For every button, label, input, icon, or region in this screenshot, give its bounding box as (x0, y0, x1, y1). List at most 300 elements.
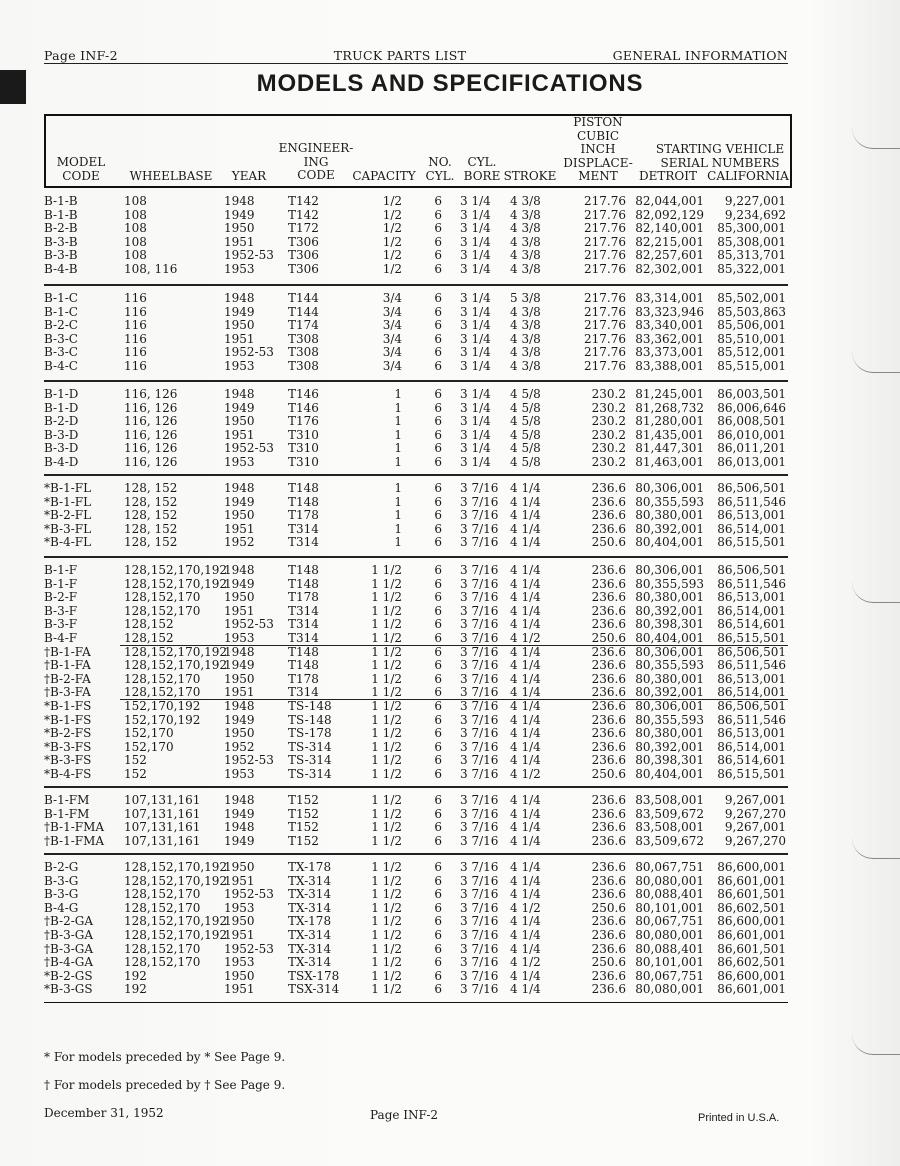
cell-detroit: 81,435,001 (635, 427, 704, 442)
cell-displacement: 236.6 (591, 739, 626, 754)
cell-capacity: 1 1/2 (371, 982, 402, 997)
cell-no-cyl: 6 (434, 521, 442, 536)
cell-model-code: †B-1-FA (44, 658, 91, 673)
cell-engineering-code: T172 (288, 221, 319, 236)
cell-model-code: B-1-D (44, 400, 79, 415)
cell-cyl-bore: 3 7/16 (460, 955, 499, 970)
cell-year: 1950 (224, 726, 255, 741)
cell-no-cyl: 6 (434, 726, 442, 741)
cell-stroke: 4 1/4 (510, 726, 541, 741)
cell-detroit: 81,268,732 (635, 400, 704, 415)
cell-detroit: 81,447,301 (635, 441, 704, 456)
cell-wheelbase: 128,152 (124, 617, 174, 632)
cell-no-cyl: 6 (434, 941, 442, 956)
cell-california: 86,515,501 (717, 535, 786, 550)
cell-year: 1953 (224, 767, 255, 781)
cell-california: 86,511,546 (717, 712, 786, 727)
header-title: TRUCK PARTS LIST (333, 48, 467, 63)
cell-engineering-code: T152 (288, 793, 319, 807)
cell-model-code: †B-3-FA (44, 685, 91, 700)
cell-detroit: 80,306,001 (635, 481, 704, 495)
cell-model-code: *B-3-GS (44, 982, 93, 997)
cell-detroit: 81,463,001 (635, 455, 704, 469)
cell-wheelbase: 116 (124, 318, 147, 333)
cell-capacity: 1 (394, 508, 402, 523)
group-separator (44, 474, 788, 476)
cell-capacity: 1 1/2 (371, 726, 402, 741)
cell-cyl-bore: 3 1/4 (460, 221, 491, 236)
cell-no-cyl: 6 (434, 982, 442, 997)
cell-no-cyl: 6 (434, 345, 442, 360)
cell-cyl-bore: 3 7/16 (460, 576, 499, 591)
cell-stroke: 4 1/4 (510, 928, 541, 942)
cell-displacement: 217.76 (584, 248, 626, 263)
cell-california: 86,601,501 (717, 941, 786, 956)
cell-california: 86,008,501 (717, 414, 786, 429)
cell-california: 85,506,001 (717, 318, 786, 333)
cell-engineering-code: T142 (288, 207, 319, 222)
cell-model-code: B-4-F (44, 631, 78, 645)
cell-model-code: B-3-F (44, 617, 78, 632)
cell-no-cyl: 6 (434, 767, 442, 781)
cell-model-code: B-3-F (44, 603, 78, 618)
cell-no-cyl: 6 (434, 955, 442, 970)
cell-displacement: 217.76 (584, 359, 626, 373)
cell-stroke: 5 3/8 (510, 291, 541, 305)
cell-cyl-bore: 3 7/16 (460, 941, 499, 956)
cell-year: 1951 (224, 427, 255, 442)
cell-displacement: 250.6 (591, 767, 626, 781)
cell-no-cyl: 6 (434, 712, 442, 727)
cell-capacity: 3/4 (382, 331, 402, 346)
cell-stroke: 4 1/2 (510, 631, 541, 645)
cell-displacement: 217.76 (584, 221, 626, 236)
cell-detroit: 82,140,001 (635, 221, 704, 236)
cell-stroke: 4 1/4 (510, 982, 541, 997)
cell-cyl-bore: 3 7/16 (460, 617, 499, 632)
cell-year: 1953 (224, 631, 255, 645)
cell-engineering-code: T146 (288, 387, 319, 401)
cell-engineering-code: T148 (288, 576, 319, 591)
cell-model-code: B-2-D (44, 414, 79, 429)
cell-cyl-bore: 3 7/16 (460, 671, 499, 686)
cell-no-cyl: 6 (434, 685, 442, 700)
cell-california: 86,506,501 (717, 481, 786, 495)
cell-year: 1952-53 (224, 887, 274, 902)
cell-california: 85,502,001 (717, 291, 786, 305)
cell-engineering-code: T146 (288, 400, 319, 415)
cell-no-cyl: 6 (434, 671, 442, 686)
cell-wheelbase: 108 (124, 221, 147, 236)
cell-model-code: †B-1-FMA (44, 820, 105, 835)
cell-no-cyl: 6 (434, 820, 442, 835)
cell-stroke: 4 1/4 (510, 793, 541, 807)
cell-no-cyl: 6 (434, 563, 442, 577)
cell-detroit: 80,398,301 (635, 617, 704, 632)
cell-california: 86,600,001 (717, 914, 786, 929)
cell-cyl-bore: 3 7/16 (460, 860, 499, 874)
footer-printed: Printed in U.S.A. (698, 1112, 780, 1124)
cell-cyl-bore: 3 7/16 (460, 900, 499, 915)
cell-engineering-code: T176 (288, 414, 319, 429)
cell-year: 1949 (224, 304, 255, 319)
cell-california: 86,003,501 (717, 387, 786, 401)
cell-year: 1948 (224, 387, 255, 401)
cell-model-code: B-4-C (44, 359, 78, 373)
table-bottom-rule (44, 1002, 788, 1003)
cell-cyl-bore: 3 7/16 (460, 685, 499, 700)
cell-no-cyl: 6 (434, 427, 442, 442)
cell-year: 1950 (224, 671, 255, 686)
cell-california: 86,514,601 (717, 617, 786, 632)
cell-engineering-code: TS-314 (288, 767, 332, 781)
cell-california: 9,227,001 (724, 194, 786, 208)
cell-california: 86,010,001 (717, 427, 786, 442)
cell-model-code: B-4-B (44, 262, 78, 276)
cell-engineering-code: T152 (288, 833, 319, 848)
cell-california: 85,515,001 (717, 359, 786, 373)
cell-cyl-bore: 3 7/16 (460, 968, 499, 983)
cell-displacement: 230.2 (591, 400, 626, 415)
cell-cyl-bore: 3 1/4 (460, 400, 491, 415)
cell-model-code: B-3-D (44, 427, 79, 442)
cell-capacity: 1 (394, 427, 402, 442)
cell-model-code: *B-2-GS (44, 968, 93, 983)
cell-no-cyl: 6 (434, 576, 442, 591)
cell-cyl-bore: 3 1/4 (460, 441, 491, 456)
cell-california: 86,513,001 (717, 671, 786, 686)
cell-cyl-bore: 3 7/16 (460, 982, 499, 997)
cell-california: 86,515,501 (717, 767, 786, 781)
cell-stroke: 4 5/8 (510, 455, 541, 469)
col-model-code: MODEL CODE (56, 155, 106, 183)
cell-displacement: 217.76 (584, 194, 626, 208)
cell-year: 1948 (224, 793, 255, 807)
cell-california: 86,514,001 (717, 739, 786, 754)
group-separator (44, 556, 788, 558)
cell-california: 86,601,001 (717, 928, 786, 942)
cell-wheelbase: 128,152,170,192 (124, 658, 228, 673)
cell-capacity: 1 1/2 (371, 644, 402, 659)
cell-stroke: 4 5/8 (510, 400, 541, 415)
cell-cyl-bore: 3 7/16 (460, 481, 499, 495)
cell-california: 85,322,001 (717, 262, 786, 276)
cell-year: 1949 (224, 658, 255, 673)
cell-no-cyl: 6 (434, 535, 442, 550)
cell-detroit: 80,101,001 (635, 955, 704, 970)
cell-wheelbase: 128, 152 (124, 521, 178, 536)
cell-wheelbase: 152,170,192 (124, 712, 201, 727)
cell-capacity: 1 1/2 (371, 767, 402, 781)
cell-cyl-bore: 3 7/16 (460, 820, 499, 835)
cell-cyl-bore: 3 7/16 (460, 563, 499, 577)
cell-displacement: 217.76 (584, 234, 626, 249)
cell-year: 1949 (224, 576, 255, 591)
cell-stroke: 4 1/4 (510, 753, 541, 768)
cell-model-code: †B-2-GA (44, 914, 94, 929)
cell-engineering-code: TS-148 (288, 712, 332, 727)
cell-model-code: B-1-FM (44, 806, 90, 821)
cell-stroke: 4 1/4 (510, 914, 541, 929)
cell-cyl-bore: 3 1/4 (460, 331, 491, 346)
cell-displacement: 230.2 (591, 455, 626, 469)
cell-model-code: B-1-B (44, 207, 78, 222)
cell-california: 86,514,001 (717, 685, 786, 700)
cell-stroke: 4 3/8 (510, 262, 541, 276)
cell-stroke: 4 1/2 (510, 767, 541, 781)
cell-stroke: 4 3/8 (510, 248, 541, 263)
cell-no-cyl: 6 (434, 739, 442, 754)
cell-california: 86,511,546 (717, 658, 786, 673)
cell-california: 9,234,692 (724, 207, 786, 222)
cell-stroke: 4 1/4 (510, 603, 541, 618)
cell-detroit: 80,355,593 (635, 658, 704, 673)
cell-capacity: 1 1/2 (371, 576, 402, 591)
cell-wheelbase: 107,131,161 (124, 833, 201, 848)
col-no-cyl: NO. CYL. (425, 155, 455, 183)
cell-detroit: 83,508,001 (635, 820, 704, 835)
cell-no-cyl: 6 (434, 590, 442, 605)
cell-no-cyl: 6 (434, 753, 442, 768)
cell-year: 1950 (224, 590, 255, 605)
cell-stroke: 4 3/8 (510, 345, 541, 360)
cell-engineering-code: T148 (288, 481, 319, 495)
cell-model-code: B-3-G (44, 887, 79, 902)
cell-cyl-bore: 3 7/16 (460, 887, 499, 902)
col-year: YEAR (231, 169, 267, 183)
footer-page-number: Page INF-2 (370, 1108, 439, 1122)
cell-stroke: 4 1/4 (510, 521, 541, 536)
cell-engineering-code: T314 (288, 521, 319, 536)
cell-stroke: 4 3/8 (510, 234, 541, 249)
cell-cyl-bore: 3 7/16 (460, 739, 499, 754)
cell-year: 1948 (224, 291, 255, 305)
cell-engineering-code: T174 (288, 318, 319, 333)
cell-no-cyl: 6 (434, 873, 442, 888)
cell-california: 86,506,501 (717, 699, 786, 713)
cell-no-cyl: 6 (434, 494, 442, 509)
cell-capacity: 1 (394, 441, 402, 456)
cell-capacity: 1 1/2 (371, 914, 402, 929)
cell-detroit: 80,404,001 (635, 767, 704, 781)
cell-stroke: 4 1/4 (510, 699, 541, 713)
cell-no-cyl: 6 (434, 833, 442, 848)
cell-no-cyl: 6 (434, 508, 442, 523)
cell-displacement: 236.6 (591, 793, 626, 807)
cell-year: 1948 (224, 699, 255, 713)
cell-detroit: 83,388,001 (635, 359, 704, 373)
cell-displacement: 236.6 (591, 712, 626, 727)
cell-displacement: 236.6 (591, 753, 626, 768)
cell-wheelbase: 152,170,192 (124, 699, 201, 713)
cell-engineering-code: TS-178 (288, 726, 332, 741)
page-title: MODELS AND SPECIFICATIONS (256, 70, 644, 97)
cell-model-code: B-1-F (44, 576, 78, 591)
cell-capacity: 3/4 (382, 345, 402, 360)
cell-detroit: 83,314,001 (635, 291, 704, 305)
cell-displacement: 236.6 (591, 914, 626, 929)
cell-model-code: *B-4-FS (44, 767, 92, 781)
cell-wheelbase: 116, 126 (124, 414, 178, 429)
cell-wheelbase: 128,152 (124, 631, 174, 645)
cell-year: 1950 (224, 968, 255, 983)
cell-no-cyl: 6 (434, 400, 442, 415)
cell-california: 9,267,001 (724, 820, 786, 835)
cell-engineering-code: T178 (288, 671, 319, 686)
cell-displacement: 236.6 (591, 603, 626, 618)
cell-engineering-code: T142 (288, 194, 319, 208)
cell-california: 85,510,001 (717, 331, 786, 346)
cell-california: 86,513,001 (717, 590, 786, 605)
cell-stroke: 4 1/4 (510, 806, 541, 821)
cell-model-code: B-1-FM (44, 793, 90, 807)
cell-wheelbase: 128,152,170 (124, 900, 201, 915)
cell-displacement: 236.6 (591, 806, 626, 821)
cell-stroke: 4 1/4 (510, 658, 541, 673)
cell-engineering-code: T310 (288, 455, 319, 469)
cell-year: 1951 (224, 928, 255, 942)
cell-no-cyl: 6 (434, 359, 442, 373)
cell-detroit: 80,398,301 (635, 753, 704, 768)
cell-stroke: 4 3/8 (510, 221, 541, 236)
cell-stroke: 4 3/8 (510, 318, 541, 333)
cell-capacity: 1 1/2 (371, 900, 402, 915)
cell-wheelbase: 116, 126 (124, 400, 178, 415)
cell-no-cyl: 6 (434, 887, 442, 902)
cell-displacement: 250.6 (591, 955, 626, 970)
cell-wheelbase: 107,131,161 (124, 820, 201, 835)
cell-cyl-bore: 3 1/4 (460, 427, 491, 442)
cell-capacity: 1 1/2 (371, 820, 402, 835)
cell-displacement: 236.6 (591, 982, 626, 997)
cell-year: 1949 (224, 806, 255, 821)
cell-cyl-bore: 3 7/16 (460, 590, 499, 605)
cell-displacement: 236.6 (591, 671, 626, 686)
cell-detroit: 80,080,001 (635, 873, 704, 888)
cell-no-cyl: 6 (434, 617, 442, 632)
cell-no-cyl: 6 (434, 387, 442, 401)
cell-stroke: 4 1/4 (510, 820, 541, 835)
cell-wheelbase: 108 (124, 234, 147, 249)
cell-california: 9,267,001 (724, 793, 786, 807)
group-separator (44, 284, 788, 286)
cell-year: 1952-53 (224, 441, 274, 456)
cell-displacement: 217.76 (584, 345, 626, 360)
cell-detroit: 83,340,001 (635, 318, 704, 333)
cell-capacity: 3/4 (382, 359, 402, 373)
cell-detroit: 80,067,751 (635, 860, 704, 874)
cell-capacity: 1 (394, 414, 402, 429)
cell-engineering-code: TX-314 (288, 941, 332, 956)
cell-detroit: 80,067,751 (635, 968, 704, 983)
cell-detroit: 80,355,593 (635, 712, 704, 727)
group-separator (44, 786, 788, 788)
cell-detroit: 80,088,401 (635, 941, 704, 956)
cell-engineering-code: T314 (288, 617, 319, 632)
cell-displacement: 217.76 (584, 291, 626, 305)
cell-cyl-bore: 3 1/4 (460, 234, 491, 249)
cell-displacement: 236.6 (591, 873, 626, 888)
cell-no-cyl: 6 (434, 248, 442, 263)
cell-capacity: 1/2 (382, 221, 402, 236)
cell-california: 86,514,001 (717, 521, 786, 536)
cell-wheelbase: 116, 126 (124, 427, 178, 442)
cell-capacity: 1/2 (382, 234, 402, 249)
cell-cyl-bore: 3 1/4 (460, 248, 491, 263)
cell-detroit: 80,355,593 (635, 494, 704, 509)
cell-model-code: *B-3-FS (44, 753, 92, 768)
col-california: CALIFORNIA (707, 169, 789, 183)
cell-cyl-bore: 3 1/4 (460, 207, 491, 222)
cell-capacity: 1 1/2 (371, 631, 402, 645)
cell-california: 86,506,501 (717, 644, 786, 659)
cell-detroit: 82,044,001 (635, 194, 704, 208)
cell-stroke: 4 1/4 (510, 563, 541, 577)
cell-engineering-code: TX-314 (288, 873, 332, 888)
table-header (44, 114, 792, 188)
cell-detroit: 80,306,001 (635, 563, 704, 577)
cell-model-code: B-3-D (44, 441, 79, 456)
col-serial-group: STARTING VEHICLE SERIAL NUMBERS (655, 142, 785, 170)
cell-displacement: 236.6 (591, 658, 626, 673)
cell-cyl-bore: 3 1/4 (460, 414, 491, 429)
cell-no-cyl: 6 (434, 481, 442, 495)
cell-stroke: 4 1/4 (510, 576, 541, 591)
cell-no-cyl: 6 (434, 194, 442, 208)
cell-capacity: 1 1/2 (371, 887, 402, 902)
cell-detroit: 83,509,672 (635, 833, 704, 848)
cell-detroit: 80,306,001 (635, 699, 704, 713)
cell-california: 86,600,001 (717, 968, 786, 983)
cell-california: 86,511,546 (717, 576, 786, 591)
cell-year: 1950 (224, 318, 255, 333)
col-cyl-bore: CYL. BORE (463, 155, 501, 183)
cell-california: 86,601,501 (717, 887, 786, 902)
cell-year: 1952 (224, 535, 255, 550)
cell-no-cyl: 6 (434, 304, 442, 319)
cell-displacement: 230.2 (591, 441, 626, 456)
cell-engineering-code: T306 (288, 234, 319, 249)
cell-engineering-code: T144 (288, 304, 319, 319)
cell-wheelbase: 128,152,170 (124, 603, 201, 618)
cell-engineering-code: T148 (288, 494, 319, 509)
cell-year: 1950 (224, 914, 255, 929)
cell-stroke: 4 3/8 (510, 304, 541, 319)
cell-year: 1948 (224, 820, 255, 835)
cell-model-code: †B-1-FA (44, 644, 91, 659)
cell-cyl-bore: 3 1/4 (460, 387, 491, 401)
cell-capacity: 3/4 (382, 291, 402, 305)
cell-year: 1950 (224, 508, 255, 523)
cell-engineering-code: TS-314 (288, 753, 332, 768)
page-edge-curl (852, 838, 900, 859)
cell-displacement: 236.6 (591, 820, 626, 835)
cell-california: 86,602,501 (717, 955, 786, 970)
cell-stroke: 4 1/4 (510, 860, 541, 874)
cell-engineering-code: T308 (288, 359, 319, 373)
cell-stroke: 4 1/4 (510, 968, 541, 983)
cell-engineering-code: T310 (288, 427, 319, 442)
col-engineering-code: ENGINEER- ING CODE (278, 141, 354, 182)
cell-cyl-bore: 3 7/16 (460, 699, 499, 713)
cell-engineering-code: T314 (288, 603, 319, 618)
cell-year: 1951 (224, 521, 255, 536)
cell-california: 86,506,501 (717, 563, 786, 577)
cell-model-code: †B-3-GA (44, 928, 94, 942)
cell-displacement: 236.6 (591, 685, 626, 700)
cell-cyl-bore: 3 7/16 (460, 508, 499, 523)
cell-model-code: *B-2-FL (44, 508, 92, 523)
